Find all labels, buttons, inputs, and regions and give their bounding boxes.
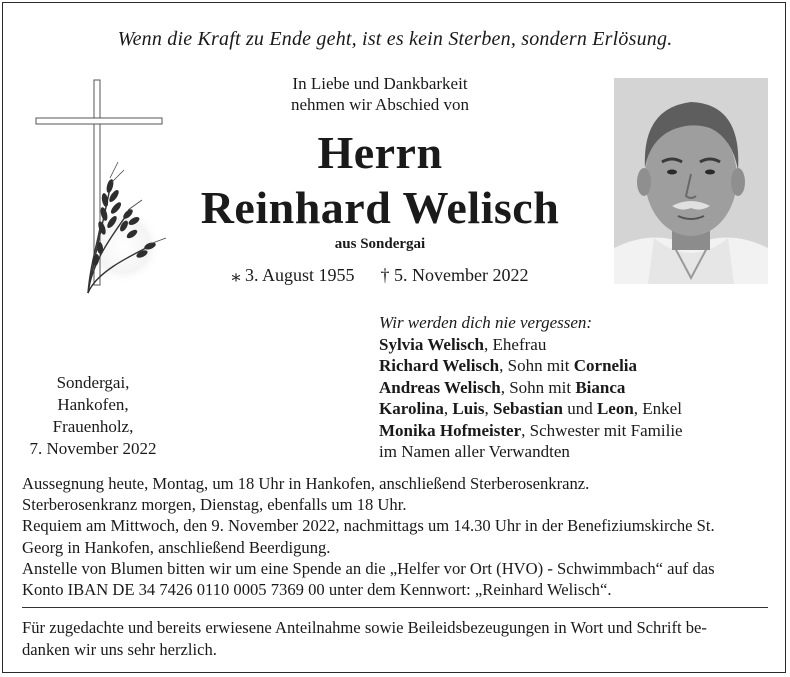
mourner-line <box>379 334 779 356</box>
mourner-name: Bianca <box>575 377 626 397</box>
mourner-line <box>379 377 779 399</box>
mourner-line <box>379 355 779 377</box>
life-dates <box>220 265 540 286</box>
mourner-name: Karolina <box>379 399 444 418</box>
notice-line: Georg in Hankofen, anschließend Beerdigung. <box>22 537 331 557</box>
death-date: † 5. November 2022 <box>380 265 529 285</box>
mourner-relation: , Schwester mit Familie <box>521 420 683 440</box>
mourner-relation: , <box>443 399 453 418</box>
motto: Wenn die Kraft zu Ende geht, ist es kein Sterben, sondern Erlösung. <box>117 28 673 50</box>
mourner-name: Monika Hofmeister <box>379 420 522 440</box>
notice-line: Requiem am Mittwoch, den 9. November 2022, nachmittags um 14.30 Uhr in der Benefiziumskirche St. <box>22 516 715 536</box>
mourner-relation: , <box>484 399 494 418</box>
mourner-name: Andreas Welisch <box>379 377 501 397</box>
deceased-name: Reinhard Welisch <box>200 182 560 233</box>
mourner-relation: , Sohn mit <box>499 356 574 375</box>
mourner-relation: , Sohn mit <box>500 377 576 397</box>
date-line: 7. November 2022 <box>29 439 157 458</box>
mourner-lines <box>379 334 779 463</box>
mourner-name: Cornelia <box>573 356 638 375</box>
notice-line: Sterberosenkranz morgen, Dienstag, ebenfalls um 18 Uhr. <box>22 495 407 515</box>
mourner-relation: , Enkel <box>633 399 682 418</box>
mourner-name: Luis <box>452 399 485 418</box>
mourners-list <box>379 312 779 463</box>
place-line: Sondergai, <box>56 373 130 392</box>
mourner-name: Richard Welisch <box>379 356 500 375</box>
mourner-relation: , Ehefrau <box>484 334 547 354</box>
thanks-line: danken wir uns sehr herzlich. <box>22 639 217 659</box>
thanks-line: Für zugedachte und bereits erwiesene Anteilnahme sowie Beileidsbezeugungen in Wort und Schrift be- <box>22 618 707 637</box>
mourner-line <box>379 441 779 463</box>
notice-line: Konto IBAN DE 34 7426 0110 0005 7369 00 unter dem Kennwort: „Reinhard Welisch“. <box>22 580 612 600</box>
place-line: Frauenholz, <box>52 417 134 436</box>
birth-date: ⁎ 3. August 1955 <box>231 265 355 285</box>
origin: aus Sondergai <box>334 236 426 252</box>
mourner-line <box>379 398 779 420</box>
place-line: Hankofen, <box>57 395 129 414</box>
intro-text <box>190 73 570 115</box>
portrait-photo <box>614 78 768 284</box>
notice-line: Aussegnung heute, Montag, um 18 Uhr in Hankofen, anschließend Sterberosenkranz. <box>22 474 590 493</box>
place-and-date <box>18 372 168 460</box>
mourner-relation: und <box>562 399 597 418</box>
funeral-notice <box>22 473 772 600</box>
cross-with-wheat-icon <box>28 78 178 294</box>
mourners-heading: Wir werden dich nie vergessen: <box>379 313 593 332</box>
intro-line: In Liebe und Dankbarkeit <box>292 74 468 93</box>
mourner-name: Sebastian <box>493 399 563 418</box>
mourner-name: Sylvia Welisch <box>379 334 485 354</box>
notice-line: Anstelle von Blumen bitten wir um eine Spende an die „Helfer vor Ort (HVO) - Schwimmbach“ auf das <box>22 558 715 578</box>
mourner-relation: im Namen aller Verwandten <box>379 442 570 461</box>
intro-line: nehmen wir Abschied von <box>291 95 469 114</box>
divider <box>22 607 768 608</box>
salutation: Herrn <box>317 127 443 178</box>
mourner-line <box>379 420 779 442</box>
thanks-text <box>22 617 768 660</box>
mourner-name: Leon <box>596 399 634 418</box>
